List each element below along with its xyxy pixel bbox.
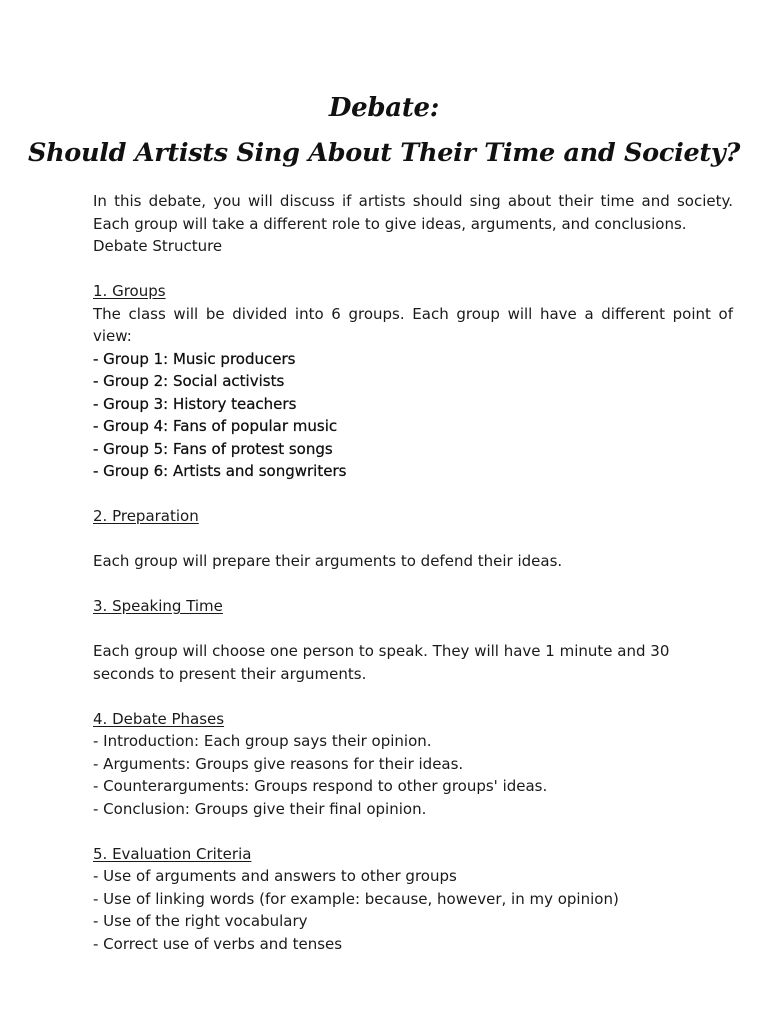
spacer — [93, 685, 733, 708]
group-item: - Group 2: Social activists — [93, 372, 285, 390]
phase-item: - Conclusion: Groups give their final opinion. — [93, 799, 427, 818]
group-item: - Group 4: Fans of popular music — [93, 417, 338, 435]
document-body — [93, 190, 733, 955]
criteria-item: - Use of linking words (for example: because, however, in my opinion) — [93, 889, 619, 908]
phase-item: - Counterarguments: Groups respond to other groups' ideas. — [93, 777, 548, 795]
phase-item: - Introduction: Each group says their opinion. — [93, 732, 432, 750]
section-heading-groups: 1. Groups — [93, 282, 166, 300]
debate-phases-list — [93, 730, 733, 820]
spacer — [93, 258, 733, 281]
criteria-item: - Use of arguments and answers to other groups — [93, 867, 457, 885]
document-title-line1: Debate: — [328, 93, 440, 123]
criteria-item: - Use of the right vocabulary — [93, 912, 308, 930]
section-heading-evaluation-criteria: 5. Evaluation Criteria — [93, 844, 252, 863]
criteria-item: - Correct use of verbs and tenses — [93, 934, 343, 953]
group-item: - Group 5: Fans of protest songs — [93, 439, 333, 458]
spacer — [93, 483, 733, 506]
section-heading-speaking-time: 3. Speaking Time — [93, 597, 223, 615]
spacer — [93, 618, 733, 641]
group-item: - Group 3: History teachers — [93, 394, 297, 413]
preparation-text: Each group will prepare their arguments to defend their ideas. — [93, 552, 563, 570]
section-heading-debate-phases: 4. Debate Phases — [93, 709, 225, 728]
spacer — [93, 528, 733, 551]
document-title-line2: Should Artists Sing About Their Time and Society? — [27, 138, 741, 168]
speaking-time-text: Each group will choose one person to speak. They will have 1 minute and 30 seconds to present their arguments. — [93, 642, 670, 683]
group-item: - Group 1: Music producers — [93, 349, 296, 368]
phase-item: - Arguments: Groups give reasons for their ideas. — [93, 754, 464, 773]
intro-paragraph: In this debate, you will discuss if artists should sing about their time and society. Each group will take a different role to give ideas, arguments, and conclusions. — [93, 192, 733, 233]
debate-structure-label: Debate Structure — [93, 237, 223, 255]
groups-description: The class will be divided into 6 groups. Each group will have a different point of view: — [93, 304, 733, 345]
evaluation-criteria-list — [93, 865, 733, 955]
section-heading-preparation: 2. Preparation — [93, 507, 199, 525]
spacer — [93, 573, 733, 596]
groups-list — [93, 348, 733, 483]
group-item: - Group 6: Artists and songwriters — [93, 462, 347, 480]
spacer — [93, 820, 733, 843]
